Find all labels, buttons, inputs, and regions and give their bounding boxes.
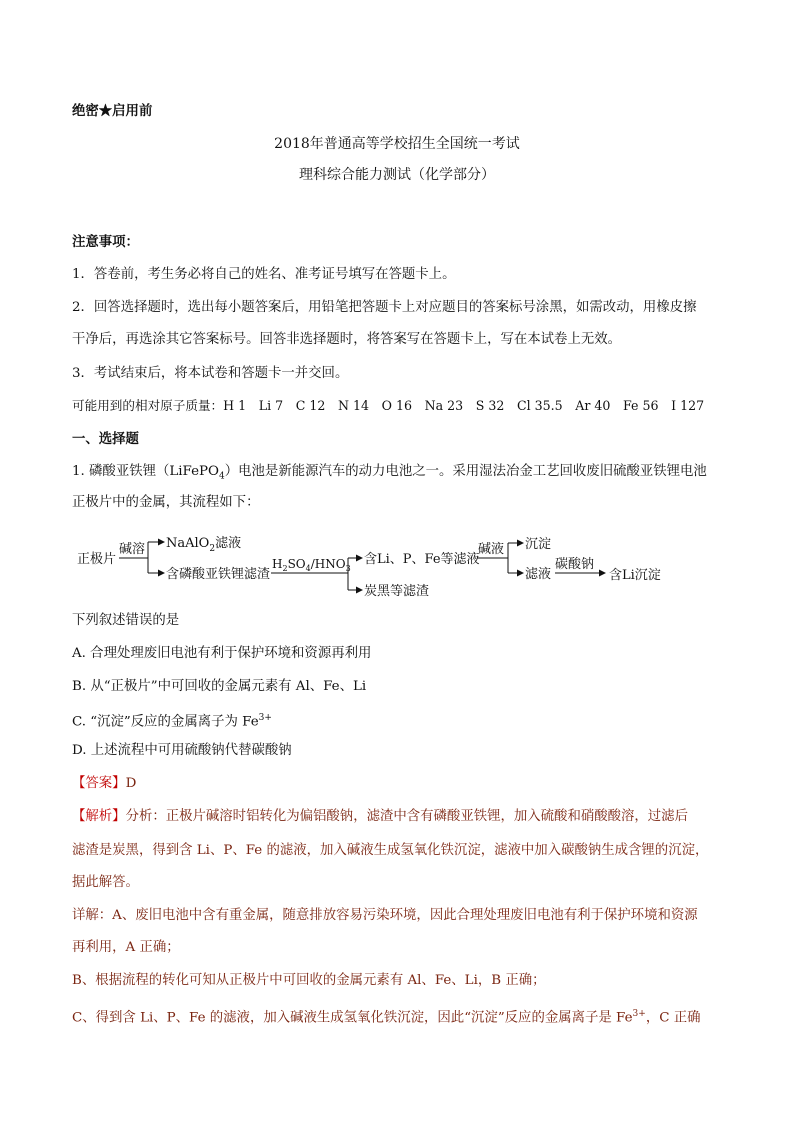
flow-sodium-carbonate: 碳酸钠	[555, 557, 595, 572]
question-prompt: 下列叙述错误的是	[72, 613, 180, 628]
secret-label: 绝密★启用前	[72, 103, 153, 119]
flow-residue: 含磷酸亚铁锂滤渣	[166, 567, 271, 582]
flow-naalo2-filtrate: NaAlO$_2$滤液	[166, 536, 242, 554]
note-item: 1．答卷前，考生务必将自己的姓名、准考证号填写在答题卡上。	[72, 267, 456, 282]
detail-text-part: C、得到含 Li、P、Fe 的滤液，加入碱液生成氢氧化铁沉淀，因此“沉淀”反应的金属离子是 Fe	[72, 1010, 633, 1026]
note-item: 干净后，再选涂其它答案标号。回答非选择题时，将答案写在答题卡上，写在本试卷上无效。	[72, 332, 622, 347]
answer-line	[72, 775, 136, 793]
flow-precipitate: 沉淀	[525, 537, 552, 552]
flow-li-precipitate: 含Li沉淀	[609, 568, 661, 583]
flow-filtrate: 含Li、P、Fe等滤液	[364, 552, 480, 567]
stem-text: 1. 磷酸亚铁锂（LiFePO	[72, 464, 220, 479]
flow-carbon-residue: 炭黑等滤渣	[364, 584, 430, 599]
detail-text: 再利用，A 正确；	[72, 940, 180, 955]
option-a: A. 合理处理废旧电池有利于保护环境和资源再利用	[72, 646, 372, 661]
section-heading: 一、选择题	[72, 431, 139, 447]
detail-text	[72, 1005, 701, 1027]
stem-subscript: 4	[219, 471, 225, 482]
analysis-text: 分析：正极片碱溶时铝转化为偏铝酸钠，滤渣中含有磷酸亚铁锂，加入硫酸和硝酸酸溶，过滤后	[125, 809, 688, 824]
stem-text: ）电池是新能源汽车的动力电池之一。采用湿法冶金工艺回收废旧硫酸亚铁锂电池	[224, 464, 707, 479]
analysis-line	[72, 808, 688, 826]
option-c	[72, 709, 272, 731]
answer-label: 【答案】	[72, 776, 126, 791]
detail-text-part: ，C 正确	[645, 1010, 701, 1026]
note-item: 2．回答选择题时，选出每小题答案后，用铅笔把答题卡上对应题目的答案标号涂黑，如需改动，用橡皮擦	[72, 300, 697, 315]
exam-subtitle: 理科综合能力测试（化学部分）	[299, 167, 495, 183]
option-b: B. 从“正极片”中可回收的金属元素有 Al、Fe、Li	[72, 679, 367, 694]
flow-start: 正极片	[77, 552, 117, 567]
option-c-text: C. “沉淀”反应的金属离子为 Fe	[72, 714, 259, 730]
exam-title: 2018年普通高等学校招生全国统一考试	[274, 136, 520, 152]
flow-acid-reagent: $H_2SO_4/HNO_3$	[272, 557, 351, 573]
analysis-label: 【解析】	[72, 809, 126, 824]
analysis-text: 据此解答。	[72, 875, 139, 890]
answer-value: D	[125, 776, 137, 791]
question-stem-line1	[72, 463, 707, 486]
question-stem-line2: 正极片中的金属，其流程如下：	[72, 495, 260, 510]
detail-text: B、根据流程的转化可知从正极片中可回收的金属元素有 Al、Fe、Li，B 正确；	[72, 973, 546, 988]
analysis-text: 滤渣是炭黑，得到含 Li、P、Fe 的滤液，加入碱液生成氢氧化铁沉淀，滤液中加入碳酸钠生成含锂的沉淀，	[72, 843, 709, 858]
process-flow-diagram	[72, 520, 712, 610]
flow-alkali-dissolve: 碱溶	[119, 542, 146, 557]
option-d: D. 上述流程中可用硫酸钠代替碳酸钠	[72, 743, 292, 758]
flow-alkali-solution: 碱液	[478, 542, 505, 557]
note-item: 3．考试结束后，将本试卷和答题卡一并交回。	[72, 366, 349, 381]
flow-filtrate-2: 滤液	[525, 567, 552, 582]
atomic-masses: 可能用到的相对原子质量：H 1 Li 7 C 12 N 14 O 16 Na 23 S 32 Cl 35.5 Ar 40 Fe 56 I 127	[72, 398, 705, 413]
detail-superscript: 3+	[632, 1009, 646, 1019]
notes-heading: 注意事项：	[72, 234, 139, 250]
option-c-superscript: 3+	[258, 713, 272, 723]
detail-text: 详解：A、废旧电池中含有重金属，随意排放容易污染环境，因此合理处理废旧电池有利于保护环境和资源	[72, 908, 698, 923]
